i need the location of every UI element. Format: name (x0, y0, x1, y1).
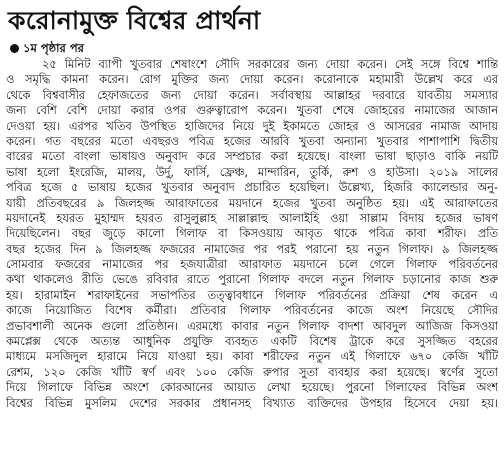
headline: করোনামুক্ত বিশ্বের প্রার্থনা (8, 6, 261, 35)
body-line: ময়দানেই হযরত মুহাম্মদ হযরত রাসুলুল্লাহ সাল্লাল্লাহু আলাইহি ওয়া সাল্লাম বিদায় হজের ভাষণ (6, 211, 498, 225)
body-line: বছর হজের দিন ৯ জিলহজ্জ ফজরের নামাজের পর পরই পরানো হয় নতুন গিলাফ। ৯ জিলহজ্জ (6, 242, 498, 256)
body-line: কাজে নিয়োজিত বিশেষ কর্মীরা। প্রতিবার গিলাফ পরিবর্তনের কাজে অংশ নিয়েছে সৌদির (6, 304, 498, 318)
article-body (6, 57, 498, 411)
body-line: কমপ্লেক্স থেকে অত্যন্ত আধুনিক প্রযুক্তি ব্যবহৃত একটি বিশেষ ট্রাকে করে সুসজ্জিত বহরের (6, 335, 498, 349)
body-line: ও সমৃদ্ধি কামনা করেন। রোগ মুক্তির জন্য দোয়া করেন। করোনাকে মহামারী উল্লেখ করে এর (6, 73, 498, 87)
body-line: ভাষা হলো ইংরেজি, মালয়, উর্দু, ফার্সি, ফ্রেঞ্চ, মান্দারিন, তুর্কি, রুশ ও হাউসা। ২০১৯ সালের (6, 165, 498, 179)
body-line: হয়। হারামাইন শরাফাইনের সভাপতির তত্ত্বাবধানে গিলাফ পরিবর্তনের প্রক্রিয়া শেষ করেন এ (6, 288, 498, 302)
body-line: মাধ্যমে মসজিদুল হারামে নিয়ে যাওয়া হয়। কাবা শরীফের নতুন এই গিলাফে ৬৭০ কেজি খাঁটি (6, 350, 498, 364)
body-line: বারের মতো বাংলা ভাষায়ও অনুবাদ করে সম্প্রচার করা হয়েছে। বাংলা ভাষা ছাড়াও বাকি নয়টি (6, 150, 498, 164)
body-line: সোমবার ফজরের নামাজের পর হজযাত্রীরা আরাফাত ময়দানে চলে গেলে গিলাফ পরিবর্তনের (6, 258, 498, 272)
body-line: রেশম, ১২০ কেজি খাঁটি স্বর্ণ এবং ১০০ কেজি রুপার সুতা ব্যবহার করা হয়েছে। স্বর্ণের সুতো (6, 365, 498, 379)
body-line: বিশ্বের বিভিন্ন মুসলিম দেশের সরকার প্রধানসহ বিখ্যাত ব্যক্তিদের উপহার হিসেবে দেয়া হয়। (6, 396, 498, 410)
continued-from-label: ১ম পৃষ্ঠার পর (23, 41, 84, 55)
body-line: থেকে বিশ্ববাসীর হেফাজতের জন্য দোয়া করেন। সর্বাবস্থায় আল্লাহর দরবারে যাবতীয় সমস্যার (6, 88, 498, 102)
body-line: জন্য বেশি বেশি দোয়া করার ওপর গুরুত্বারোপ করেন। খুতবা শেষে জোহরের নামাজের আজান (6, 104, 498, 118)
body-line: দেওয়া হয়। এরপর খতিব উপস্থিত হাজিদের নিয়ে দুই ইকামতে জোহর ও আসরের নামাজ আদায় (6, 119, 498, 133)
body-line: দিয়েছিলেন। বছর জুড়ে কালো গিলাফ বা কিসওয়ায় আবৃত থাকে পবিত্র কাবা শরীফ। প্রতি (6, 227, 498, 241)
bullet-icon (10, 44, 19, 53)
continued-from-marker (10, 40, 498, 56)
body-line: ২৫ মিনিট ব্যাপী খুতবার শেষাংশে সৌদি সরকারের জন্য দোয়া করেন। সেই সঙ্গে বিশ্বে শান্তি (42, 58, 498, 71)
body-line: যায়ী প্রতিবছরের ৯ জিলহজ্জ আরাফাতের ময়দানে হজের খুতবা অনুষ্ঠিত হয়। এই আরাফাতের (6, 196, 498, 210)
body-line: দিয়ে গিলাফে বিভিন্ন অংশে কোরআনের আয়াত লেখা হয়েছে। পুরনো গিলাফের বিভিন্ন অংশ (6, 381, 498, 395)
body-line: কথা থাকলেও রীতি ভেঙে রবিবার রাতে পুরানো গিলাফ বদলে নতুন গিলাফ চড়ানোর কাজ শুরু (6, 273, 498, 287)
body-line: করেন। গত বছরের মতো এবছরও পবিত্র হজের আরবি খুতবা অন্যান্য খুতবার পাশাপাশি দ্বিতীয় (6, 134, 498, 148)
body-line: পবিত্র হজে ৫ ভাষায় হজের খুতবার অনুবাদ প্রচারিত হয়েছিল। উল্লেখ্য, হিজরি ক্যালেন্ডার অনু- (6, 181, 498, 195)
body-line: প্রভাবশালী অনেক গুলো প্রতিষ্ঠান। এরমধ্যে কাবার নতুন গিলাফ বাদশা আবদুল আজিজ কিসওয়া (6, 319, 498, 333)
